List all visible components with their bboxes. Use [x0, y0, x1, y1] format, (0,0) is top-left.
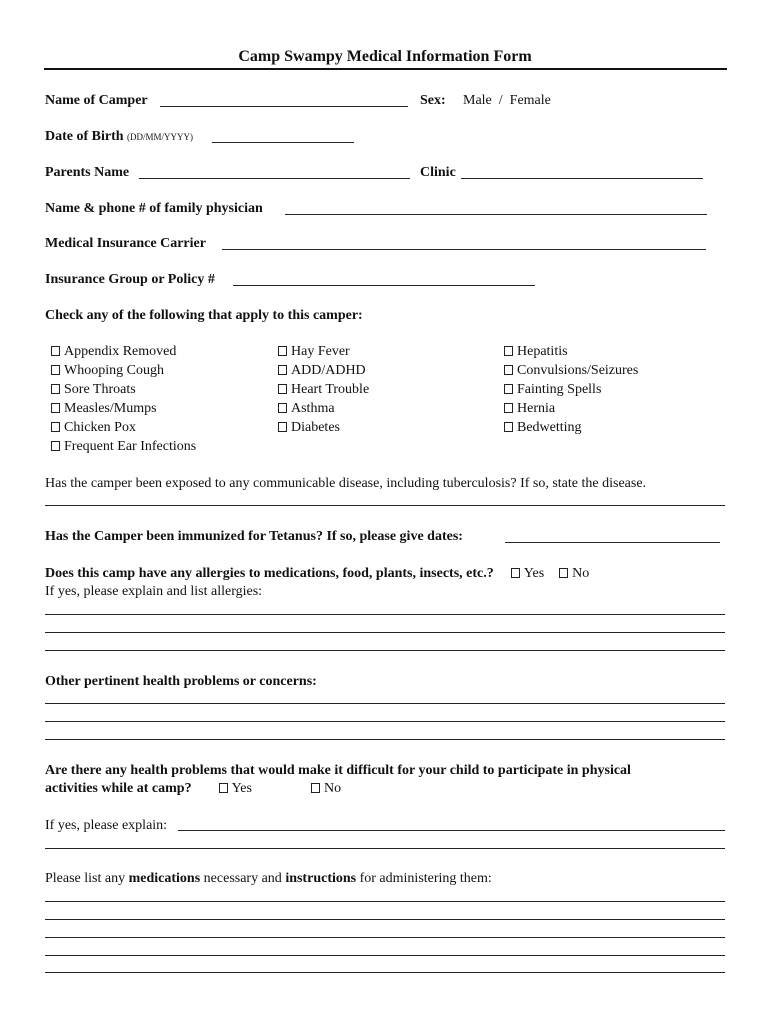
communicable-question: Has the camper been exposed to any communicable disease, including tuberculosis? If so, state the disease. — [45, 476, 647, 491]
title-rule — [44, 68, 727, 70]
meds-mid: necessary and — [203, 871, 282, 886]
condition-item[interactable]: Hepatitis — [504, 342, 638, 361]
medications-line-2[interactable] — [45, 919, 725, 920]
meds-prefix: Please list any — [45, 871, 126, 886]
condition-item[interactable]: Heart Trouble — [278, 380, 369, 399]
parents-name-field[interactable] — [139, 178, 410, 179]
physical-question-line-2: activities while at camp? — [45, 781, 192, 796]
condition-item[interactable]: Convulsions/Seizures — [504, 361, 638, 380]
dob-label-group — [45, 129, 193, 145]
clinic-label: Clinic — [420, 165, 456, 180]
condition-item[interactable]: ADD/ADHD — [278, 361, 369, 380]
condition-item[interactable]: Bedwetting — [504, 418, 638, 437]
sex-options[interactable]: Male / Female — [463, 93, 551, 108]
parents-name-label: Parents Name — [45, 165, 130, 180]
allergies-no-label: No — [572, 566, 590, 581]
condition-item[interactable]: Diabetes — [278, 418, 369, 437]
checkbox[interactable] — [278, 403, 287, 413]
meds-bold-instructions: instructions — [285, 871, 357, 886]
dob-label: Date of Birth — [45, 129, 124, 144]
condition-item[interactable]: Asthma — [278, 399, 369, 418]
physical-explain-field[interactable] — [178, 830, 725, 831]
checkbox[interactable] — [504, 422, 513, 432]
allergies-answer-line-1[interactable] — [45, 614, 725, 615]
medications-line-5[interactable] — [45, 972, 725, 973]
physician-field[interactable] — [285, 214, 707, 215]
checkbox[interactable] — [504, 403, 513, 413]
allergies-question: Does this camp have any allergies to medications, food, plants, insects, etc.? — [45, 566, 494, 581]
form-title: Camp Swampy Medical Information Form — [238, 48, 532, 65]
tetanus-question: Has the Camper been immunized for Tetanus? If so, please give dates: — [45, 529, 463, 544]
checkbox[interactable] — [504, 365, 513, 375]
other-health-line-2[interactable] — [45, 721, 725, 722]
allergies-answer-line-2[interactable] — [45, 632, 725, 633]
allergies-yes-label: Yes — [523, 566, 545, 581]
conditions-col-2 — [278, 342, 369, 437]
physical-no-checkbox[interactable] — [311, 783, 320, 793]
physician-label: Name & phone # of family physician — [45, 201, 263, 216]
checkbox[interactable] — [51, 384, 60, 394]
checkbox[interactable] — [51, 365, 60, 375]
insurance-group-field[interactable] — [233, 285, 535, 286]
dob-format: (DD/MM/YYYY) — [127, 132, 194, 142]
sex-label: Sex: — [420, 93, 446, 108]
physical-explain-line-2[interactable] — [45, 848, 725, 849]
dob-field[interactable] — [212, 142, 354, 143]
checkbox[interactable] — [504, 346, 513, 356]
check-heading: Check any of the following that apply to this camper: — [45, 308, 363, 323]
conditions-col-1 — [51, 342, 196, 456]
condition-item[interactable]: Measles/Mumps — [51, 399, 196, 418]
checkbox[interactable] — [504, 384, 513, 394]
physical-yes-label: Yes — [231, 781, 252, 796]
other-health-line-1[interactable] — [45, 703, 725, 704]
checkbox[interactable] — [278, 346, 287, 356]
insurance-carrier-field[interactable] — [222, 249, 706, 250]
allergies-no-checkbox[interactable] — [559, 568, 568, 578]
allergies-row — [45, 566, 589, 582]
medications-line-4[interactable] — [45, 955, 725, 956]
checkbox[interactable] — [51, 403, 60, 413]
allergies-explain-label: If yes, please explain and list allergies: — [45, 584, 263, 599]
medications-prompt — [45, 871, 492, 887]
insurance-group-label: Insurance Group or Policy # — [45, 272, 215, 287]
medications-line-1[interactable] — [45, 901, 725, 902]
name-of-camper-field[interactable] — [160, 106, 408, 107]
other-health-question: Other pertinent health problems or concerns: — [45, 674, 317, 689]
condition-item[interactable]: Appendix Removed — [51, 342, 196, 361]
physical-row — [45, 781, 341, 797]
physical-yes-checkbox[interactable] — [219, 783, 228, 793]
communicable-answer-line[interactable] — [45, 505, 725, 506]
condition-item[interactable]: Frequent Ear Infections — [51, 437, 196, 456]
other-health-line-3[interactable] — [45, 739, 725, 740]
medications-line-3[interactable] — [45, 937, 725, 938]
checkbox[interactable] — [51, 441, 60, 451]
condition-item[interactable]: Chicken Pox — [51, 418, 196, 437]
allergies-yes-checkbox[interactable] — [511, 568, 520, 578]
checkbox[interactable] — [278, 365, 287, 375]
checkbox[interactable] — [51, 346, 60, 356]
insurance-carrier-label: Medical Insurance Carrier — [45, 236, 206, 251]
physical-no-label: No — [323, 781, 342, 796]
condition-item[interactable]: Hernia — [504, 399, 638, 418]
physical-question-line-1: Are there any health problems that would make it difficult for your child to participate in physical — [45, 763, 631, 778]
allergies-answer-line-3[interactable] — [45, 650, 725, 651]
conditions-col-3 — [504, 342, 638, 437]
condition-item[interactable]: Hay Fever — [278, 342, 369, 361]
clinic-field[interactable] — [461, 178, 703, 179]
meds-suffix: for administering them: — [359, 871, 492, 886]
checkbox[interactable] — [51, 422, 60, 432]
condition-item[interactable]: Sore Throats — [51, 380, 196, 399]
checkbox[interactable] — [278, 384, 287, 394]
condition-item[interactable]: Whooping Cough — [51, 361, 196, 380]
tetanus-dates-field[interactable] — [505, 542, 720, 543]
checkbox[interactable] — [278, 422, 287, 432]
physical-explain-label: If yes, please explain: — [45, 818, 168, 833]
name-of-camper-label: Name of Camper — [45, 93, 148, 108]
condition-item[interactable]: Fainting Spells — [504, 380, 638, 399]
meds-bold-medications: medications — [128, 871, 201, 886]
